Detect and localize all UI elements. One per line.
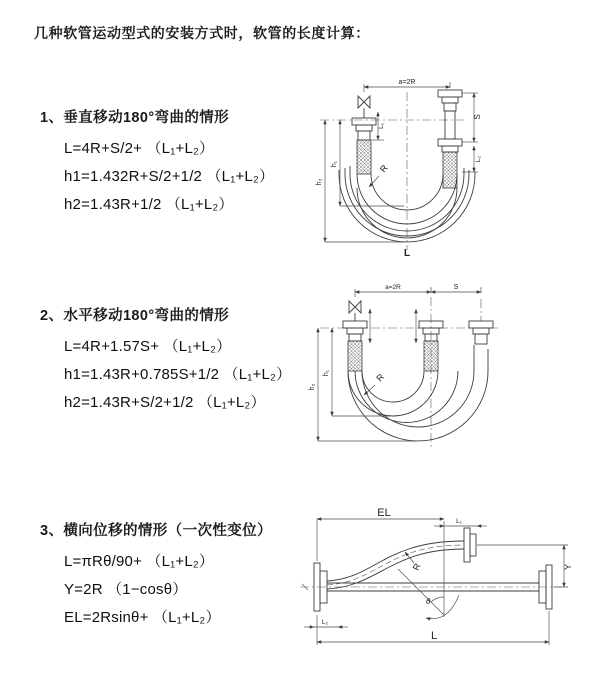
left-hose-end-fitting — [352, 118, 376, 174]
radius-label: R — [377, 162, 390, 175]
section-vertical-movement — [40, 106, 330, 219]
hose-u-arcs — [348, 345, 488, 441]
section-horizontal-movement — [40, 304, 330, 417]
dimension-y — [477, 545, 573, 587]
dim-label-h2: h₂ — [316, 178, 323, 186]
section-3-formulas — [64, 548, 330, 632]
dimension-s — [431, 284, 481, 293]
dim-label-l1: L₁ — [378, 123, 385, 129]
diagram-horizontal-180-bend — [306, 281, 568, 459]
dim-label-a2r: a=2R — [398, 79, 416, 86]
dim-label-s: S — [473, 114, 482, 120]
formula-line: L=4R+S/2+ （L₁+L₂） — [64, 140, 215, 157]
radius-callout — [364, 371, 386, 395]
formula-line: Y=2R （1−cosθ） — [64, 581, 188, 598]
right-hose-end-fitting — [438, 90, 462, 188]
section-1-heading: 1、垂直移动180°弯曲的情形 — [40, 110, 230, 126]
formula-line: h2=1.43R+1/2 （L₁+L₂） — [64, 196, 234, 213]
valve-icon — [349, 301, 361, 321]
section-2-formulas — [64, 333, 330, 417]
formula-line: h1=1.43R+0.785S+1/2 （L₁+L₂） — [64, 366, 292, 383]
dim-label-a2r: a=2R — [385, 284, 401, 291]
fitting-length-arrows — [370, 309, 416, 343]
length-label: L — [404, 248, 411, 258]
dim-label-el: EL — [377, 507, 391, 519]
formula-line: L=πRθ/90+ （L₁+L₂） — [64, 553, 215, 570]
dimension-s — [462, 93, 482, 142]
dimension-l2 — [304, 619, 348, 627]
dimension-a-2r — [355, 284, 431, 297]
angle-label: θ — [426, 597, 431, 606]
valve-icon — [358, 96, 370, 118]
dim-label-l1: L₁ — [456, 518, 462, 525]
displaced-hose-curve — [327, 541, 464, 589]
diagram-vertical-180-bend — [312, 76, 564, 258]
dimension-a-2r — [364, 79, 450, 92]
dim-label-y: Y — [563, 563, 573, 571]
left-hose-end-fitting — [343, 321, 367, 371]
section-1-formulas — [64, 135, 330, 219]
dim-label-l: L — [430, 630, 438, 642]
section-3-heading: 3、横向位移的情形（一次性变位） — [40, 523, 272, 539]
middle-hose-end-fitting — [419, 321, 443, 371]
section-2-heading: 2、水平移动180°弯曲的情形 — [40, 308, 230, 324]
page-title: 几种软管运动型式的安装方式时，软管的长度计算： — [34, 25, 370, 41]
dim-label-s: S — [453, 284, 459, 291]
dim-label-h2: h₂ — [309, 383, 316, 391]
formula-line: L=4R+1.57S+ （L₁+L₂） — [64, 338, 232, 355]
radius-callout — [369, 162, 390, 187]
dim-label-l2: L₂ — [475, 155, 482, 163]
radius-callout — [405, 552, 423, 572]
centerlines — [320, 92, 464, 250]
upper-flange — [464, 528, 476, 562]
dimension-l1 — [372, 112, 385, 140]
dimension-l2 — [462, 146, 482, 172]
formula-line: EL=2Rsinθ+ （L₁+L₂） — [64, 609, 221, 626]
formula-line: h2=1.43R+S/2+1/2 （L₁+L₂） — [64, 394, 266, 411]
right-hose-end-fitting — [469, 321, 493, 344]
radius-label: R — [374, 371, 387, 384]
section-lateral-displacement — [40, 519, 330, 632]
dim-label-h1: h₁ — [323, 369, 330, 377]
dim-label-l2: L₂ — [321, 619, 329, 626]
diagram-lateral-displacement — [296, 505, 591, 655]
dim-label-h1: h₁ — [331, 160, 338, 168]
formula-line: h1=1.432R+S/2+1/2 （L₁+L₂） — [64, 168, 275, 185]
radius-label: R — [410, 561, 423, 572]
construction-lines — [398, 521, 459, 619]
dimension-l — [317, 611, 549, 645]
